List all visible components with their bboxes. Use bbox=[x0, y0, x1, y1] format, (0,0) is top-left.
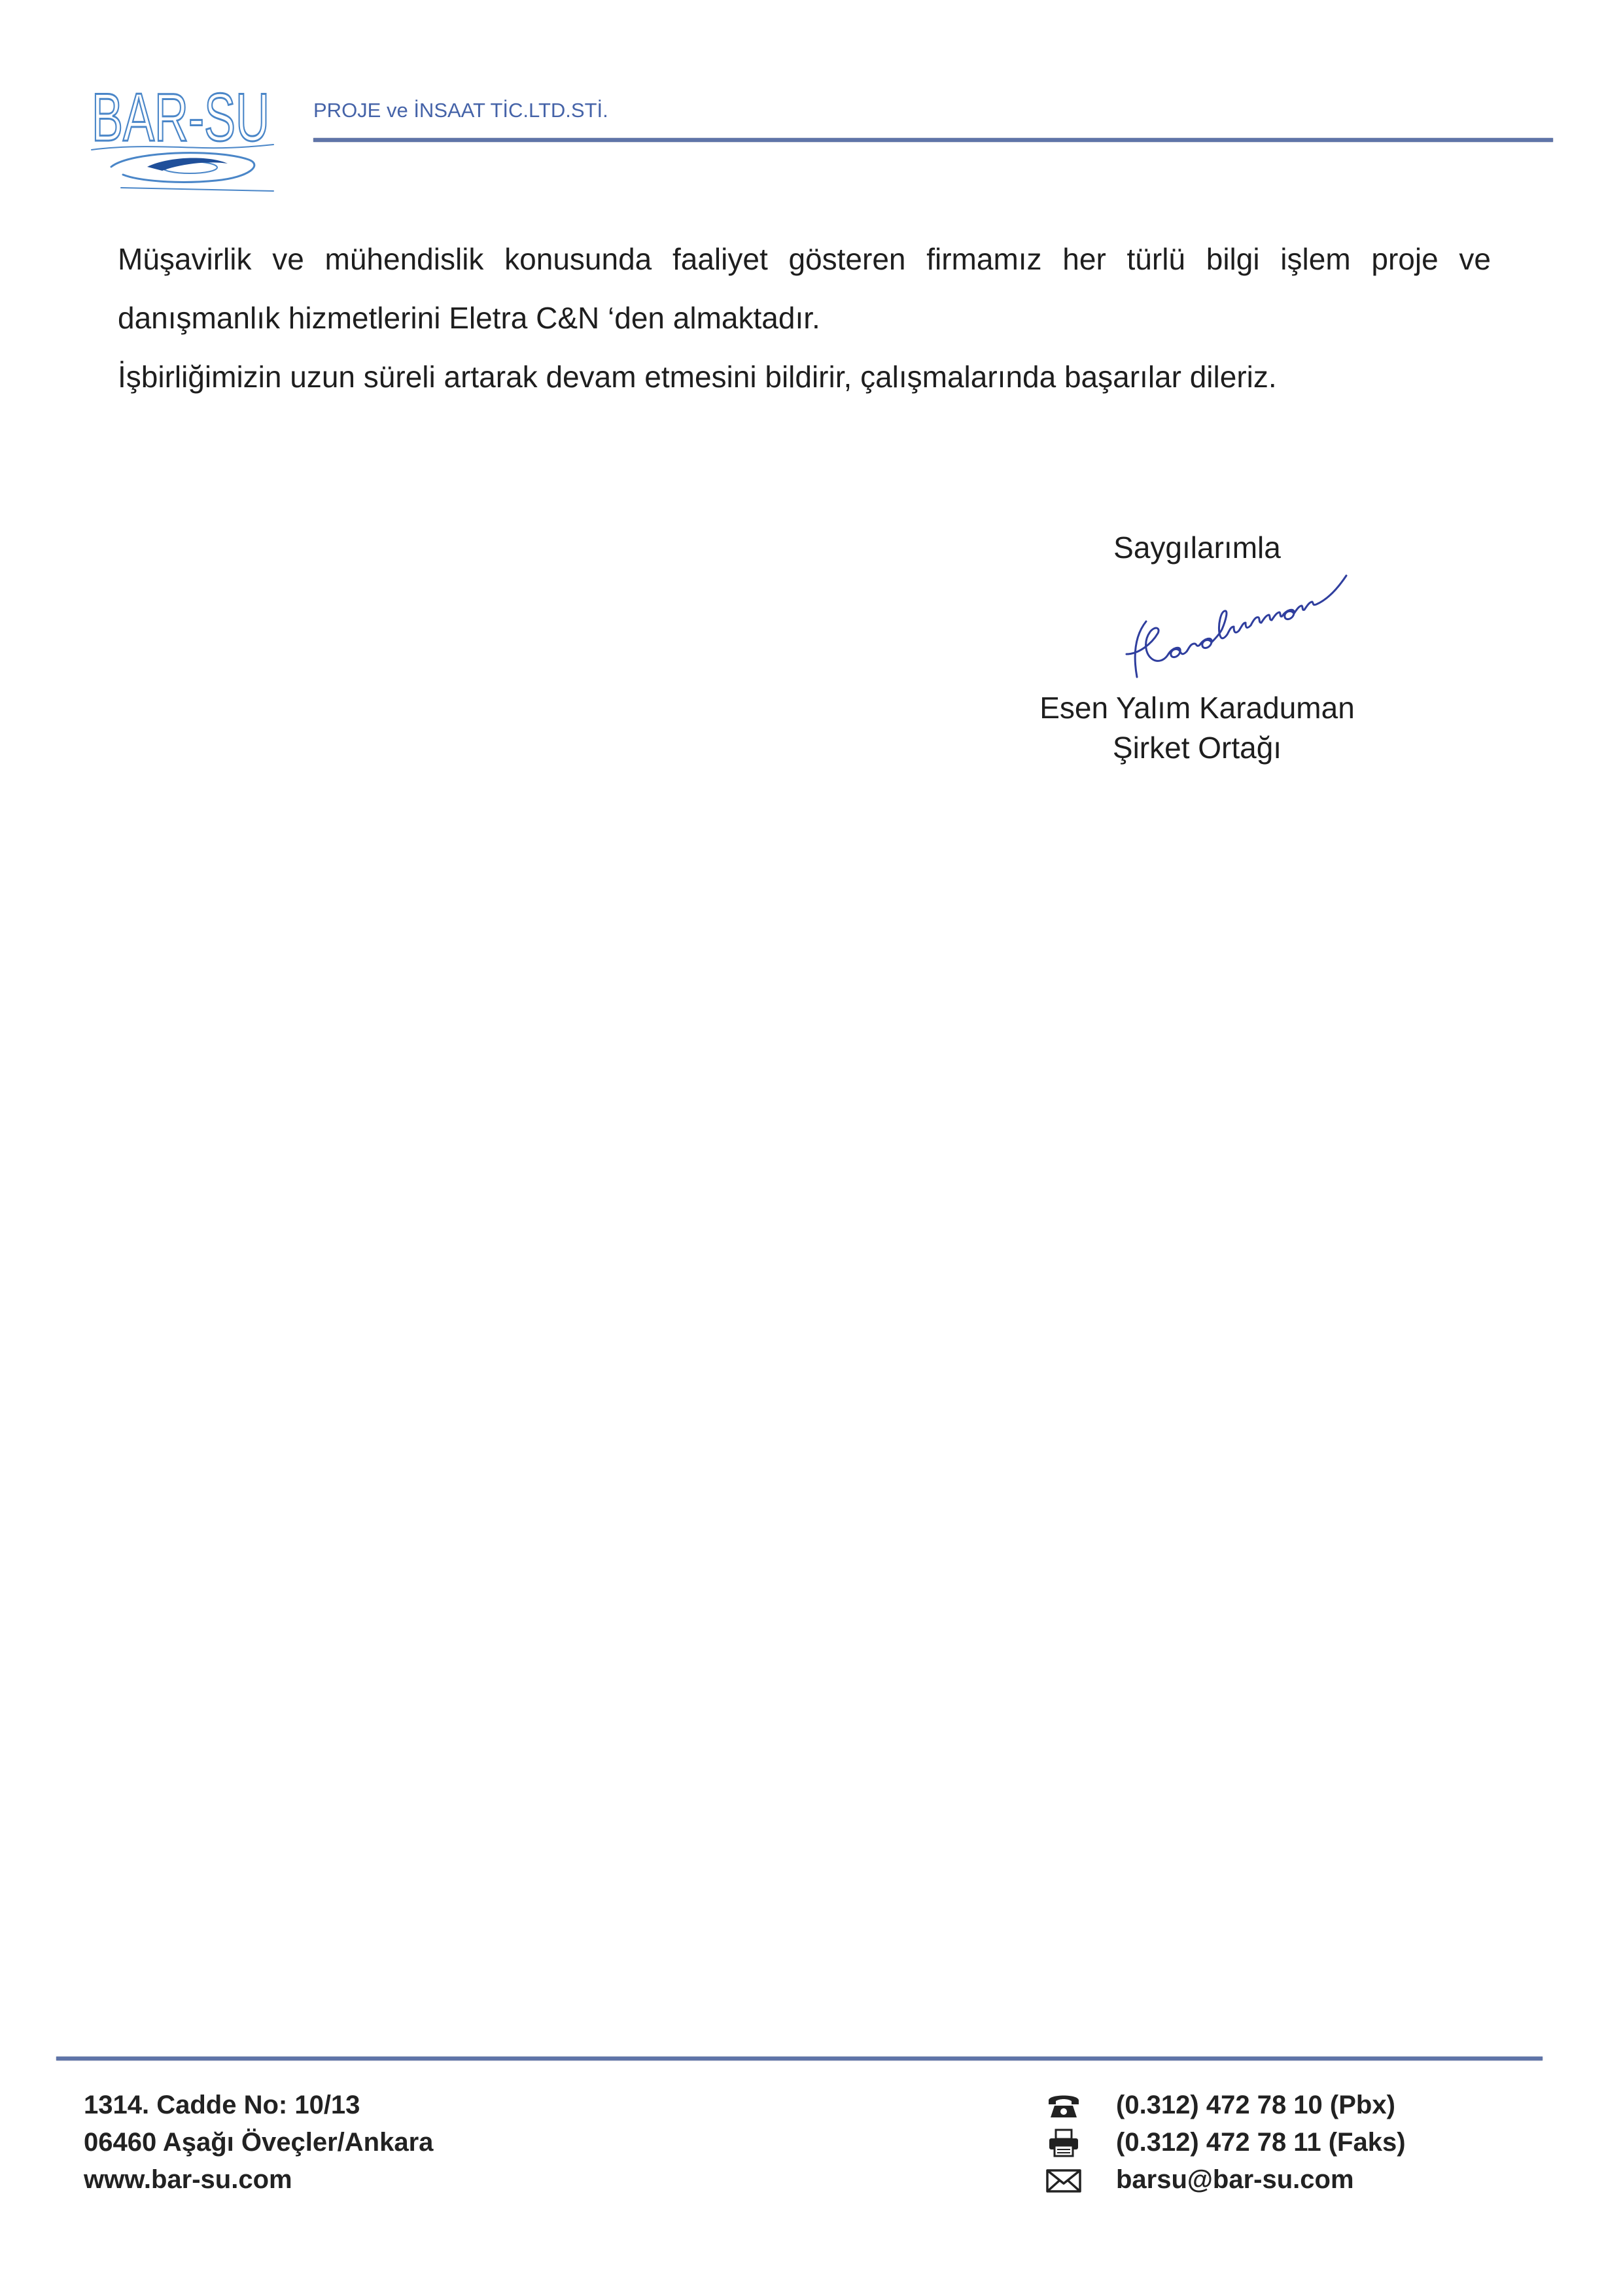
footer-address-line: 1314. Cadde No: 10/13 bbox=[84, 2091, 360, 2119]
footer-contact-row bbox=[1045, 2161, 1406, 2199]
signer-title: Şirket Ortağı bbox=[1112, 731, 1282, 765]
header-rule bbox=[313, 138, 1553, 142]
letter-body bbox=[118, 230, 1491, 406]
body-line: Müşavirlik ve mühendislik konusunda faaliyet gösteren firmamız her türlü bilgi işlem proje ve bbox=[118, 242, 1491, 276]
signer-name: Esen Yalım Karaduman bbox=[1039, 691, 1355, 725]
company-logo bbox=[85, 82, 281, 200]
closing-salutation: Saygılarımla bbox=[1113, 531, 1281, 565]
fax-number: (0.312) 472 78 11 (Faks) bbox=[1116, 2128, 1406, 2157]
footer-contacts bbox=[1045, 2087, 1406, 2199]
body-line: danışmanlık hizmetlerini Eletra C&N ‘den almaktadır. bbox=[118, 301, 820, 335]
fax-icon bbox=[1045, 2128, 1082, 2158]
logo-wordmark: BAR-SU bbox=[92, 80, 270, 156]
signature bbox=[1112, 556, 1374, 687]
phone-icon bbox=[1045, 2091, 1082, 2121]
body-line: İşbirliğimizin uzun süreli artarak devam etmesini bildirir, çalışmalarında başarılar dileriz. bbox=[118, 360, 1277, 394]
footer-contact-row bbox=[1045, 2124, 1406, 2161]
company-name: PROJE ve İNSAAT TİC.LTD.STİ. bbox=[313, 99, 608, 122]
footer-website: www.bar-su.com bbox=[84, 2165, 292, 2194]
footer-contact-row bbox=[1045, 2087, 1406, 2124]
envelope-icon bbox=[1045, 2165, 1082, 2195]
phone-number: (0.312) 472 78 10 (Pbx) bbox=[1116, 2091, 1395, 2119]
footer-address-line: 06460 Aşağı Öveçler/Ankara bbox=[84, 2128, 434, 2157]
email-address: barsu@bar-su.com bbox=[1116, 2165, 1354, 2194]
footer-address bbox=[84, 2087, 433, 2199]
signer-block bbox=[935, 688, 1459, 768]
footer-rule bbox=[56, 2057, 1543, 2061]
